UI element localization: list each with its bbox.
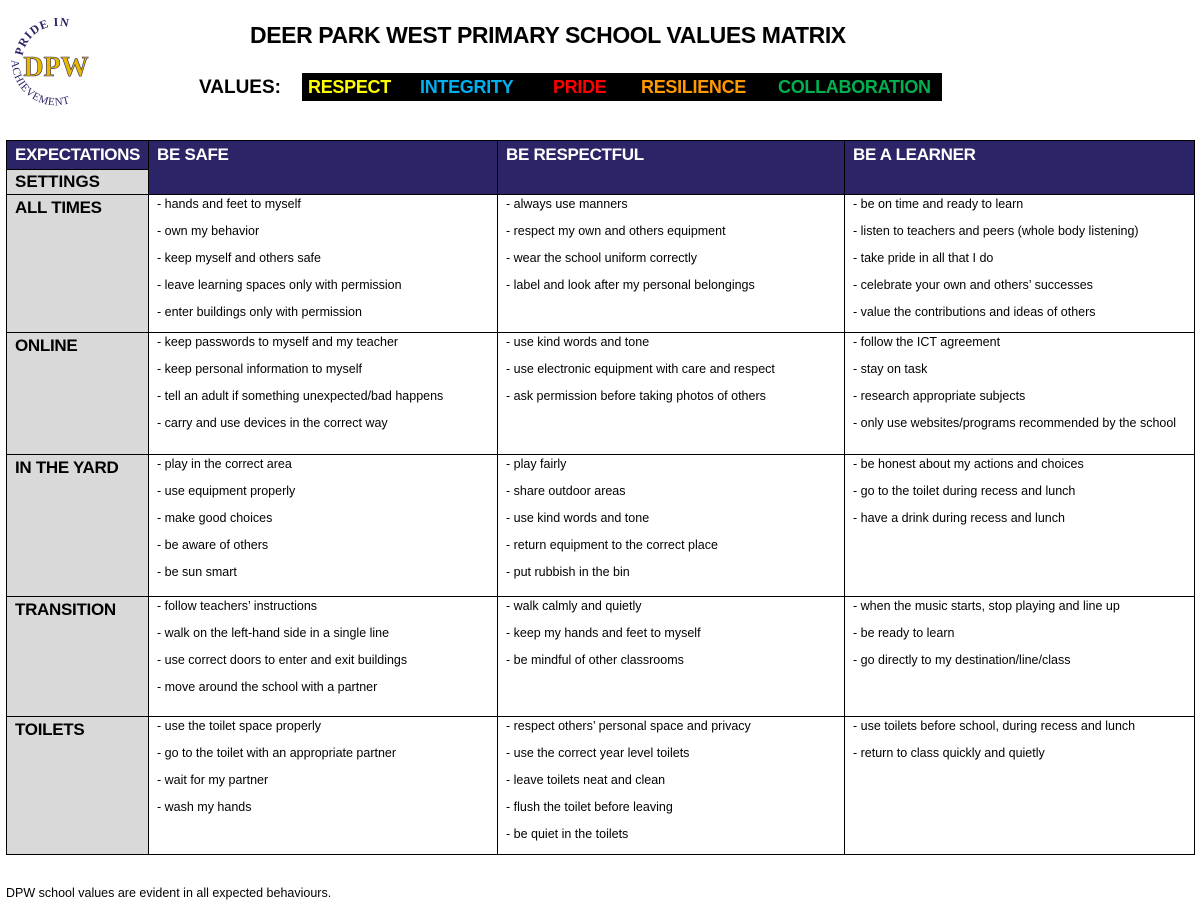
expectation-item: - use toilets before school, during recess and lunch [853, 719, 1136, 733]
expectation-item: - go to the toilet during recess and lunch [853, 484, 1076, 498]
expectation-item: - only use websites/programs recommended by the school [853, 416, 1177, 430]
setting-label: IN THE YARD [7, 455, 149, 597]
expectation-item: - carry and use devices in the correct way [157, 416, 388, 430]
expectation-item: - walk on the left-hand side in a single line [157, 626, 390, 640]
setting-label: ALL TIMES [7, 195, 149, 333]
expectation-item: - leave toilets neat and clean [506, 773, 666, 787]
column-header-be-respectful: BE RESPECTFUL [498, 141, 845, 195]
matrix-cell [498, 195, 845, 333]
expectation-item: - be on time and ready to learn [853, 197, 1024, 211]
column-header-be-a-learner: BE A LEARNER [845, 141, 1195, 195]
expectation-item: - wash my hands [157, 800, 252, 814]
column-header-be-safe: BE SAFE [149, 141, 498, 195]
matrix-cell [845, 195, 1195, 333]
expectation-item: - have a drink during recess and lunch [853, 511, 1065, 525]
expectation-item: - ask permission before taking photos of others [506, 389, 766, 403]
setting-label: TRANSITION [7, 597, 149, 717]
value-resilience: RESILIENCE [641, 77, 747, 97]
matrix-cell [498, 333, 845, 455]
matrix-row [7, 195, 1195, 333]
expectation-item: - walk calmly and quietly [506, 599, 642, 613]
school-logo [4, 6, 108, 110]
matrix-cell [149, 195, 498, 333]
expectation-item: - enter buildings only with permission [157, 305, 362, 319]
expectation-item: - return to class quickly and quietly [853, 746, 1045, 760]
expectation-item: - make good choices [157, 511, 273, 525]
matrix-cell [845, 717, 1195, 855]
expectation-item: - hands and feet to myself [157, 197, 301, 211]
settings-header: SETTINGS [7, 170, 149, 195]
matrix-cell [149, 455, 498, 597]
matrix-cell [498, 597, 845, 717]
page-title: DEER PARK WEST PRIMARY SCHOOL VALUES MATRIX [250, 22, 846, 48]
expectation-item: - follow teachers’ instructions [157, 599, 318, 613]
expectation-item: - share outdoor areas [506, 484, 626, 498]
expectation-item: - go directly to my destination/line/class [853, 653, 1071, 667]
expectation-item: - use kind words and tone [506, 511, 650, 525]
expectation-item: - label and look after my personal belongings [506, 278, 755, 292]
matrix-cell [845, 597, 1195, 717]
expectation-item: - always use manners [506, 197, 628, 211]
svg-text:PRIDE IN [12, 15, 71, 57]
expectation-item: - use correct doors to enter and exit buildings [157, 653, 408, 667]
values-matrix-table [6, 140, 1195, 855]
expectation-item: - take pride in all that I do [853, 251, 994, 265]
expectation-item: - celebrate your own and others’ successes [853, 278, 1093, 292]
logo-monogram: DPW [23, 52, 89, 83]
expectation-item: - be sun smart [157, 565, 237, 579]
expectations-header: EXPECTATIONS [7, 141, 149, 170]
matrix-row [7, 597, 1195, 717]
matrix-cell [498, 455, 845, 597]
matrix-cell [149, 597, 498, 717]
expectation-item: - use kind words and tone [506, 335, 650, 349]
matrix-row [7, 717, 1195, 855]
setting-label: TOILETS [7, 717, 149, 855]
values-bar [302, 73, 942, 101]
expectation-item: - return equipment to the correct place [506, 538, 718, 552]
expectation-item: - be aware of others [157, 538, 269, 552]
expectation-item: - be honest about my actions and choices [853, 457, 1084, 471]
setting-label: ONLINE [7, 333, 149, 455]
expectation-item: - follow the ICT agreement [853, 335, 1001, 349]
matrix-cell [149, 717, 498, 855]
expectation-item: - research appropriate subjects [853, 389, 1026, 403]
logo-text-bottom: ACHIEVEMENT [8, 59, 72, 109]
expectation-item: - leave learning spaces only with permission [157, 278, 402, 292]
matrix-cell [845, 455, 1195, 597]
expectation-item: - keep personal information to myself [157, 362, 362, 376]
expectation-item: - value the contributions and ideas of others [853, 305, 1096, 319]
expectation-item: - use equipment properly [157, 484, 296, 498]
expectation-item: - keep my hands and feet to myself [506, 626, 701, 640]
expectation-item: - tell an adult if something unexpected/bad happens [157, 389, 444, 403]
matrix-row [7, 455, 1195, 597]
matrix-cell [498, 717, 845, 855]
expectation-item: - use the toilet space properly [157, 719, 321, 733]
expectation-item: - go to the toilet with an appropriate partner [157, 746, 397, 760]
expectation-item: - when the music starts, stop playing and line up [853, 599, 1120, 613]
expectation-item: - own my behavior [157, 224, 260, 238]
value-collaboration: COLLABORATION [778, 77, 931, 97]
value-pride: PRIDE [553, 77, 607, 97]
expectation-item: - play in the correct area [157, 457, 292, 471]
expectation-item: - flush the toilet before leaving [506, 800, 673, 814]
expectation-item: - wait for my partner [157, 773, 269, 787]
matrix-body [7, 195, 1195, 855]
matrix-cell [149, 333, 498, 455]
value-respect: RESPECT [308, 77, 391, 97]
expectation-item: - stay on task [853, 362, 928, 376]
expectation-item: - respect my own and others equipment [506, 224, 726, 238]
expectation-item: - move around the school with a partner [157, 680, 378, 694]
matrix-row [7, 333, 1195, 455]
expectation-item: - listen to teachers and peers (whole body listening) [853, 224, 1139, 238]
expectation-item: - keep myself and others safe [157, 251, 321, 265]
value-integrity: INTEGRITY [420, 77, 514, 97]
expectation-item: - be ready to learn [853, 626, 955, 640]
expectation-item: - be quiet in the toilets [506, 827, 629, 841]
expectation-item: - play fairly [506, 457, 567, 471]
values-label: VALUES: [199, 77, 281, 98]
footer-note: DPW school values are evident in all expected behaviours. [6, 886, 332, 900]
expectation-item: - keep passwords to myself and my teacher [157, 335, 399, 349]
expectation-item: - put rubbish in the bin [506, 565, 630, 579]
expectation-item: - respect others’ personal space and privacy [506, 719, 751, 733]
expectation-item: - wear the school uniform correctly [506, 251, 698, 265]
expectation-item: - use electronic equipment with care and respect [506, 362, 775, 376]
matrix-cell [845, 333, 1195, 455]
expectation-item: - be mindful of other classrooms [506, 653, 684, 667]
logo-text-top: PRIDE IN [11, 14, 71, 57]
expectation-item: - use the correct year level toilets [506, 746, 690, 760]
